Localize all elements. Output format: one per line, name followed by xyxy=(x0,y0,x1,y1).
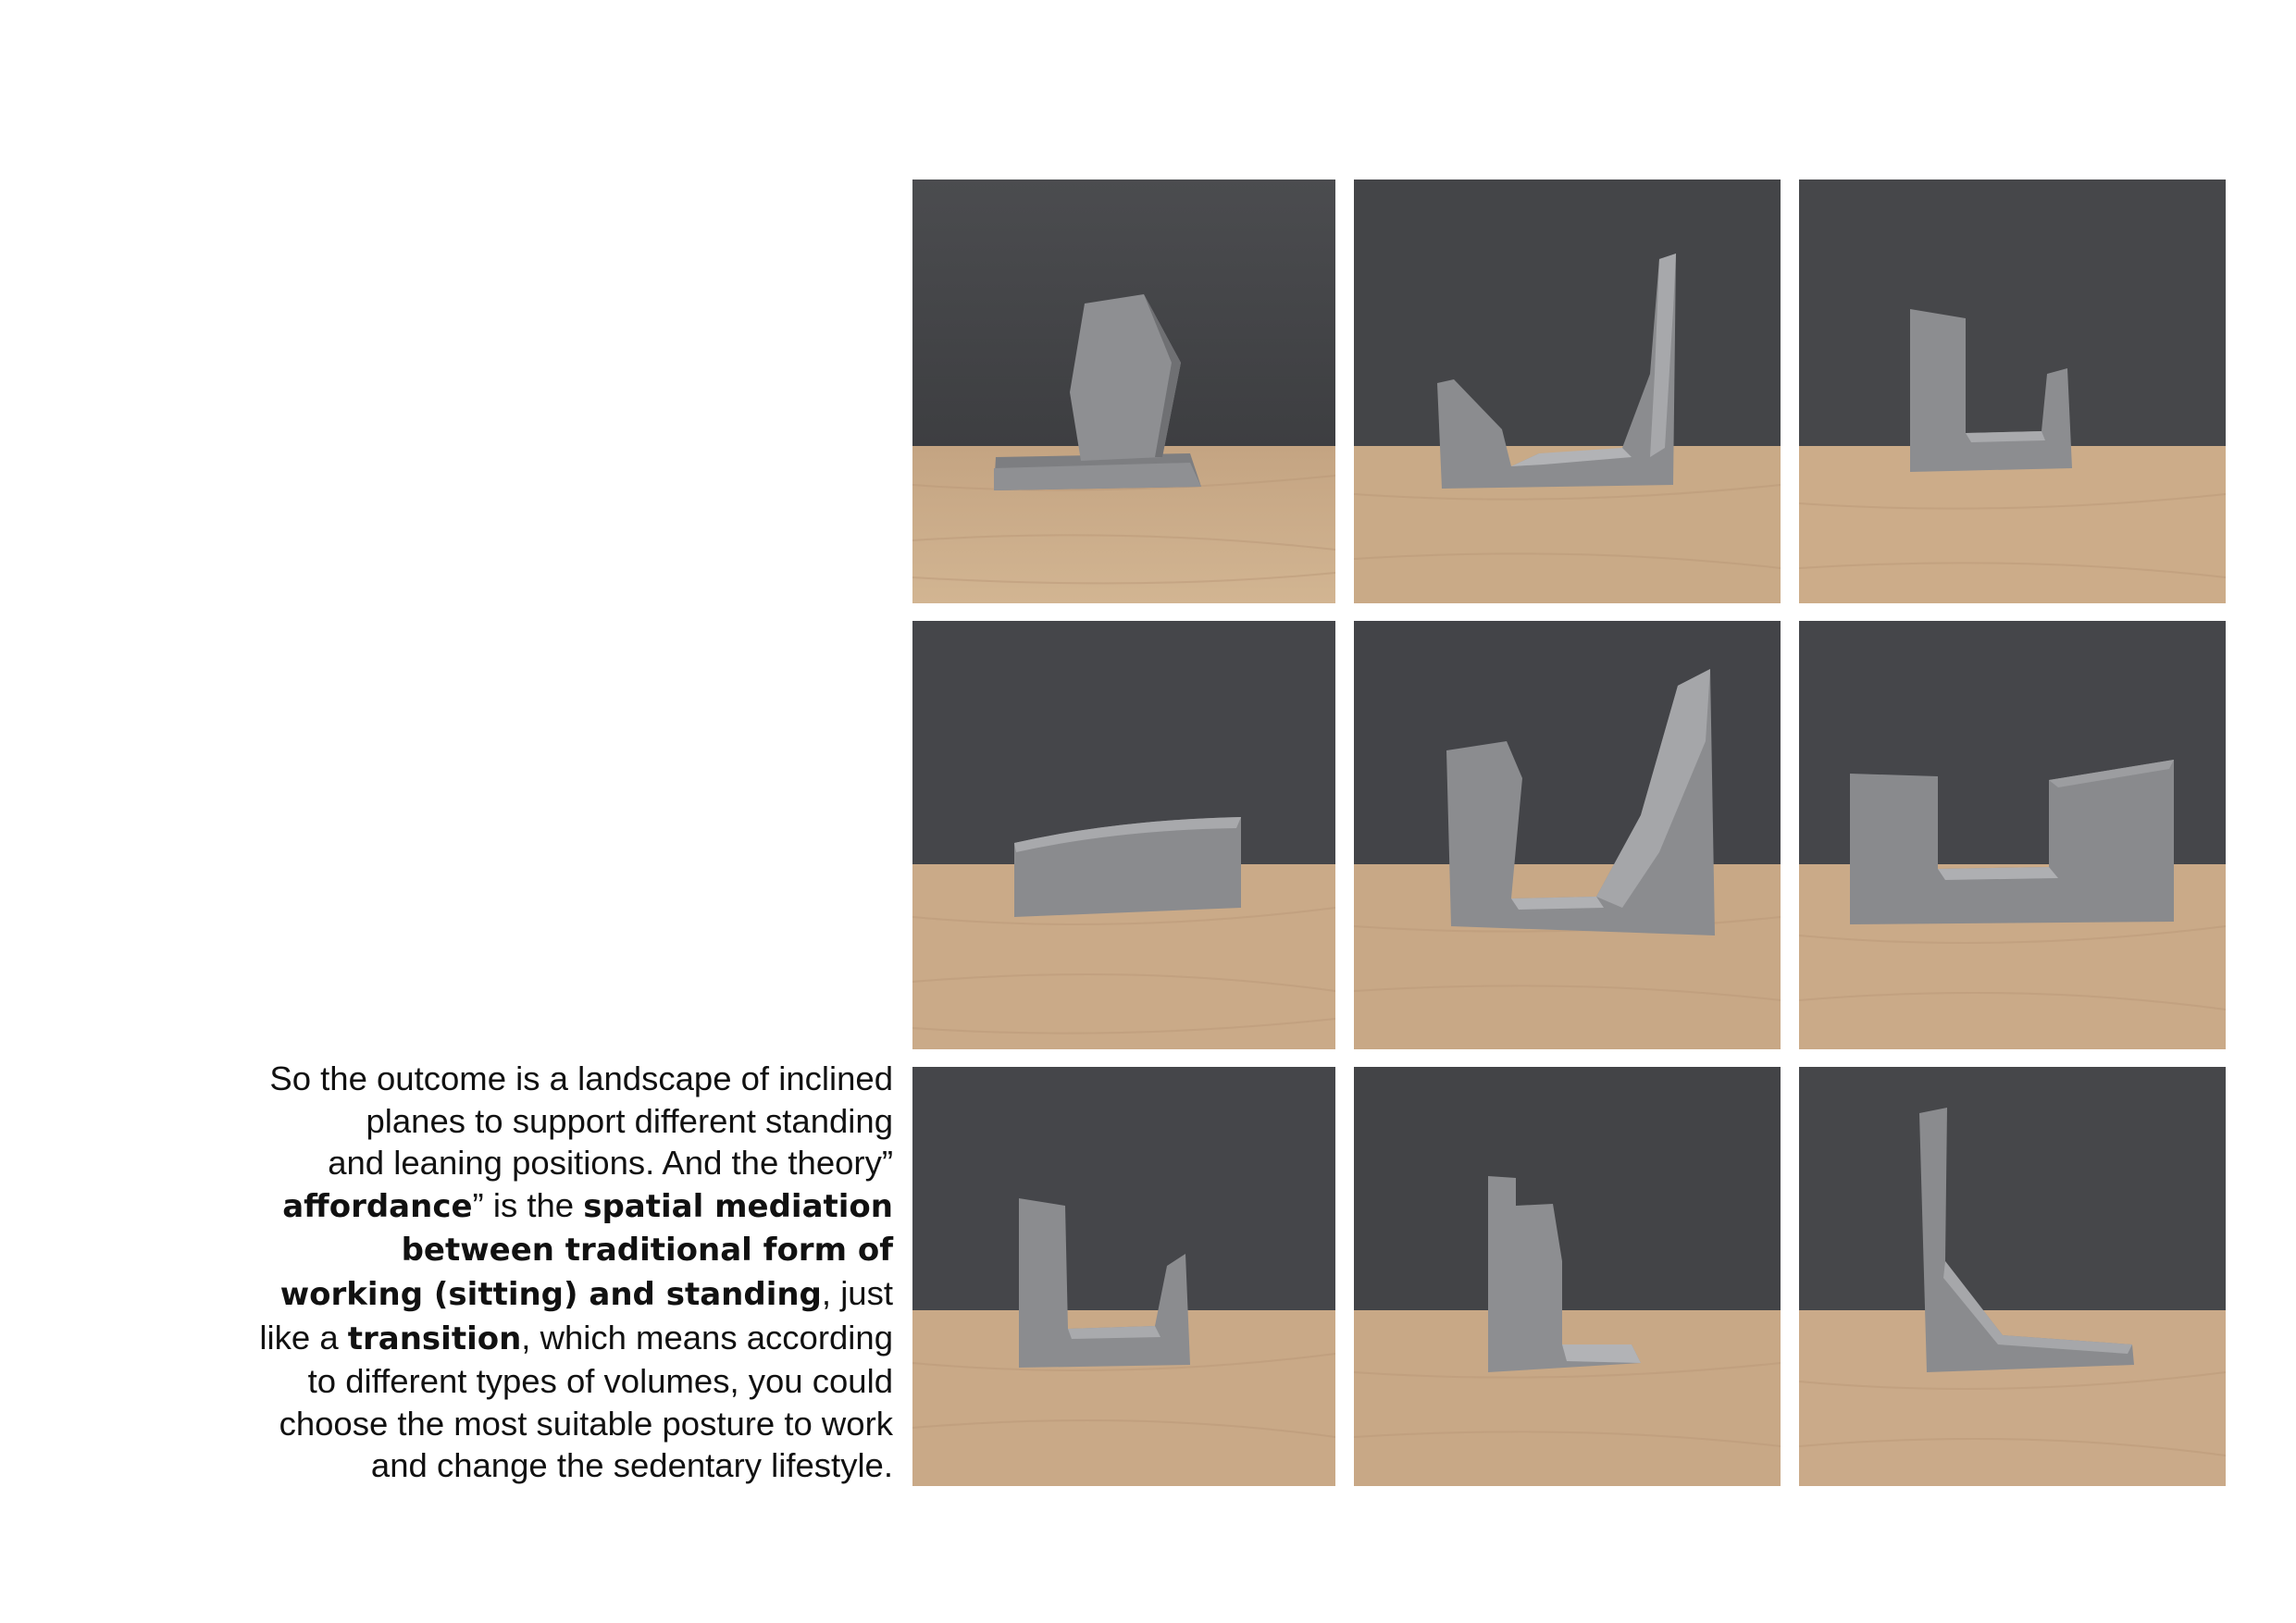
caption-text: , just xyxy=(821,1273,893,1312)
caption-line: choose the most suitable posture to work xyxy=(279,1404,893,1443)
emphasis-affordance: affordance xyxy=(282,1187,473,1225)
caption-text: ” is the xyxy=(472,1185,584,1224)
caption-line: and change the sedentary lifestyle. xyxy=(370,1446,893,1485)
caption-text: , which means according xyxy=(521,1318,893,1357)
emphasis-transition: transition xyxy=(347,1319,522,1357)
caption-line: to different types of volumes, you could xyxy=(307,1362,893,1401)
model-photo-8 xyxy=(1354,1067,1781,1486)
model-photo-9 xyxy=(1799,1067,2226,1486)
emphasis-traditional-form: between traditional form of xyxy=(401,1232,893,1270)
caption-line: planes to support different standing xyxy=(366,1101,893,1140)
emphasis-spatial-mediation: spatial mediation xyxy=(583,1187,893,1225)
caption-text: like a xyxy=(259,1318,348,1357)
model-photo-6 xyxy=(1799,621,2226,1049)
emphasis-working-standing: working (sitting) and standing xyxy=(279,1275,822,1313)
model-photo-5 xyxy=(1354,621,1781,1049)
model-photo-2 xyxy=(1354,180,1781,603)
caption-line: and leaning positions. And the theory” xyxy=(328,1144,893,1183)
model-photo-1 xyxy=(912,180,1335,603)
model-photo-3 xyxy=(1799,180,2226,603)
model-photo-4 xyxy=(912,621,1335,1049)
model-photo-7 xyxy=(912,1067,1335,1486)
caption-line: So the outcome is a landscape of inclined xyxy=(269,1059,893,1097)
